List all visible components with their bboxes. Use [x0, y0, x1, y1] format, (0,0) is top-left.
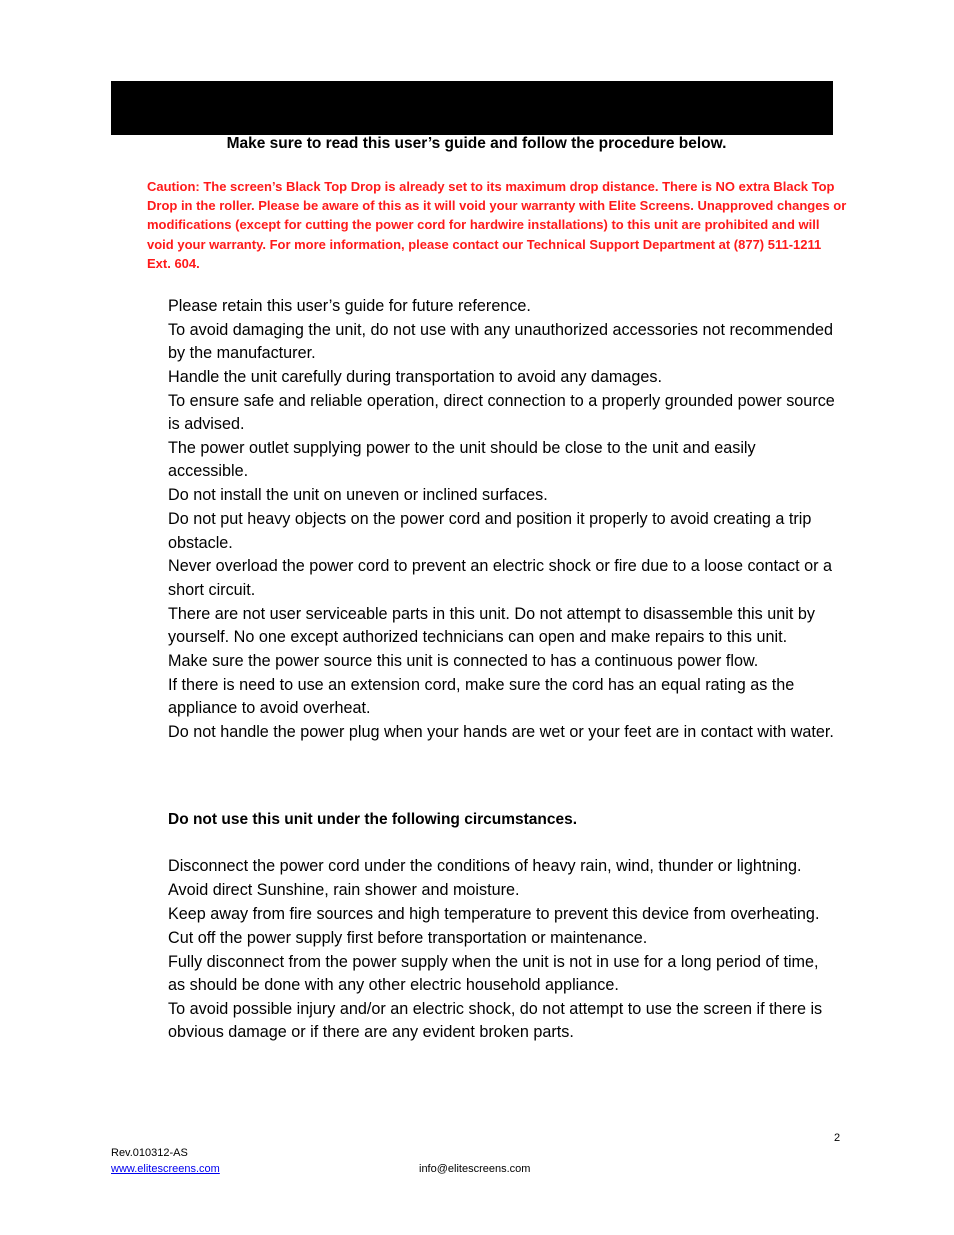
- list-item: If there is need to use an extension cord, make sure the cord has an equal rating as the appliance to avoid overheat.: [168, 675, 795, 717]
- safety-list: [168, 295, 840, 745]
- revision-label: Rev.010312-AS: [111, 1147, 188, 1159]
- caution-notice: Caution: The screen’s Black Top Drop is already set to its maximum drop distance. There is NO extra Black Top Drop in the roller. Please be aware of this as it will void your warranty with Elite Screens. Unapproved changes or modifications (except for cutting the power cord for hardwire installations) to this unit are prohibited and will void your warranty. For more information, please contact our Technical Support Department at (877) 511-1211 Ext. 604.: [147, 179, 847, 271]
- list-item: There are not user serviceable parts in this unit. Do not attempt to disassemble this unit by yourself. No one except authorized technicians can open and make repairs to this unit.: [168, 604, 815, 646]
- list-item: To avoid possible injury and/or an electric shock, do not attempt to use the screen if there is obvious damage or if there are any evident broken parts.: [168, 999, 823, 1042]
- list-item: To avoid damaging the unit, do not use with any unauthorized accessories not recommended by the manufacturer.: [168, 320, 833, 363]
- list-item: Handle the unit carefully during transportation to avoid any damages.: [168, 368, 663, 387]
- list-item: Keep away from fire sources and high temperature to prevent this device from overheating.: [168, 904, 820, 923]
- website-link[interactable]: www.elitescreens.com: [111, 1163, 220, 1175]
- list-item: Never overload the power cord to prevent an electric shock or fire due to a loose contact or a short circuit.: [168, 557, 833, 599]
- list-item: Fully disconnect from the power supply when the unit is not in use for a long period of time, as should be done with any other electric household appliance.: [168, 952, 819, 994]
- list-item: Do not handle the power plug when your hands are wet or your feet are in contact with water.: [168, 722, 834, 741]
- list-item: Disconnect the power cord under the conditions of heavy rain, wind, thunder or lightning.: [168, 857, 802, 875]
- list-item: Do not put heavy objects on the power cord and position it properly to avoid creating a trip obstacle.: [168, 510, 812, 552]
- list-item: Make sure the power source this unit is connected to has a continuous power flow.: [168, 651, 759, 670]
- intro-text: Make sure to read this user’s guide and follow the procedure below.: [226, 135, 727, 152]
- list-item: Cut off the power supply first before transportation or maintenance.: [168, 928, 648, 947]
- list-item: The power outlet supplying power to the unit should be close to the unit and easily accessible.: [168, 439, 756, 481]
- circumstances-list: [168, 855, 840, 1045]
- section-heading: Do not use this unit under the following circumstances.: [168, 811, 578, 828]
- page-number: 2: [834, 1132, 841, 1144]
- list-item: Avoid direct Sunshine, rain shower and moisture.: [168, 880, 520, 899]
- list-item: To ensure safe and reliable operation, direct connection to a properly grounded power source is advised.: [168, 391, 835, 434]
- header-bar: [111, 81, 833, 135]
- email-address: info@elitescreens.com: [419, 1163, 531, 1175]
- list-item: Please retain this user’s guide for future reference.: [168, 297, 531, 315]
- list-item: Do not install the unit on uneven or inclined surfaces.: [168, 486, 548, 505]
